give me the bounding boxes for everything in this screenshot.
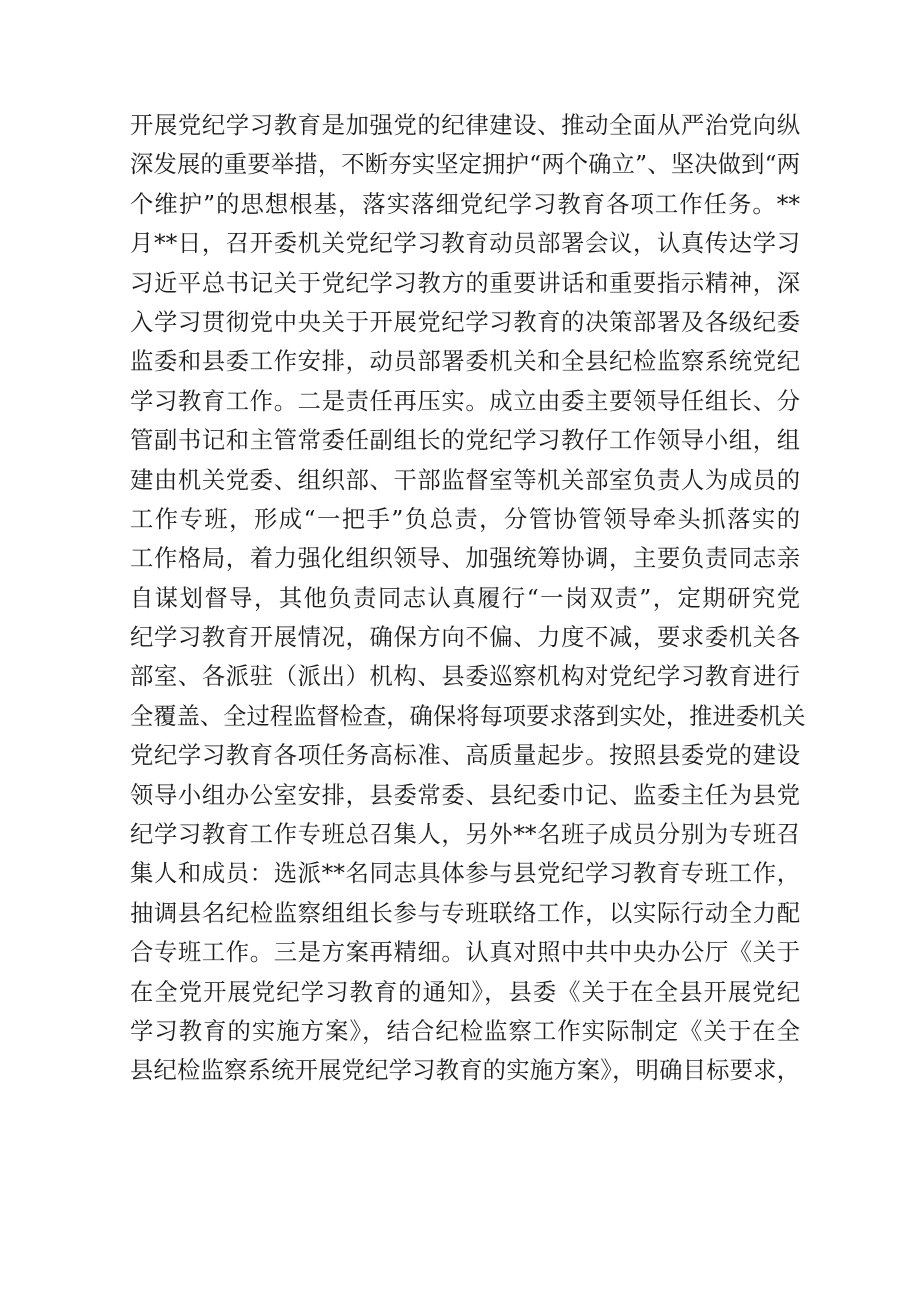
text-line-24: 学习教育的实施方案》，结合纪检监察工作实际制定《关于在全 [130,1017,800,1045]
text-line-23: 在全党开展党纪学习教育的通知》，县委《关于在全县开展党纪 [130,978,800,1006]
text-line-4: 月**日，召开委机关党纪学习教育动员部署会议，认真传达学习 [130,230,800,258]
text-line-11: 工作专班，形成“一把手”负总责，分管协管领导牵头抓落实的 [130,505,800,533]
text-line-16: 全覆盖、全过程监督检查，确保将每项要求落到实处，推进委机关 [130,702,806,730]
text-line-6: 入学习贯彻党中央关于开展党纪学习教育的决策部署及各级纪委 [130,308,800,336]
text-line-12: 工作格局，着力强化组织领导、加强统筹协调，主要负责同志亲 [130,545,800,573]
text-line-25: 县纪检监察系统开展党纪学习教育的实施方案》，明确目标要求， [130,1057,800,1085]
text-line-19: 纪学习教育工作专班总召集人，另外**名班子成员分别为专班召 [130,821,800,849]
text-line-21: 抽调县名纪检监察组组长参与专班联络工作，以实际行动全力配 [130,899,800,927]
text-line-3: 个维护”的思想根基，落实落细党纪学习教育各项工作任务。** [130,190,800,218]
text-line-14: 纪学习教育开展情况，确保方向不偏、力度不减，要求委机关各 [130,624,800,652]
text-line-7: 监委和县委工作安排，动员部署委机关和全县纪检监察系统党纪 [130,348,800,376]
text-line-1: 开展党纪学习教育是加强党的纪律建设、推动全面从严治党向纵 [130,112,800,139]
text-line-20: 集人和成员：选派**名同志具体参与县党纪学习教育专班工作， [130,860,800,888]
text-line-8: 学习教育工作。二是责任再压实。成立由委主要领导任组长、分 [130,387,800,415]
body-paragraph [130,106,806,1091]
text-line-10: 建由机关党委、组织部、干部监督室等机关部室负责人为成员的 [130,466,800,494]
text-line-5: 习近平总书记关于党纪学习教方的重要讲话和重要指示精神，深 [130,269,800,297]
text-line-22: 合专班工作。三是方案再精细。认真对照中共中央办公厅《关于 [130,939,800,967]
text-line-13: 自谋划督导，其他负责同志认真履行“一岗双责”，定期研究党 [130,584,800,612]
text-line-18: 领导小组办公室安排，县委常委、县纪委巾记、监委主任为县党 [130,781,800,809]
text-line-15: 部室、各派驻（派出）机构、县委巡察机构对党纪学习教育进行 [130,663,800,691]
text-line-9: 管副书记和主管常委任副组长的党纪学习教仔工作领导小组，组 [130,427,800,455]
text-line-2: 深发展的重要举措，不断夯实坚定拥护“两个确立”、坚决做到“两 [130,151,800,179]
text-line-17: 党纪学习教育各项任务高标准、高质量起步。按照县委党的建设 [130,742,800,770]
